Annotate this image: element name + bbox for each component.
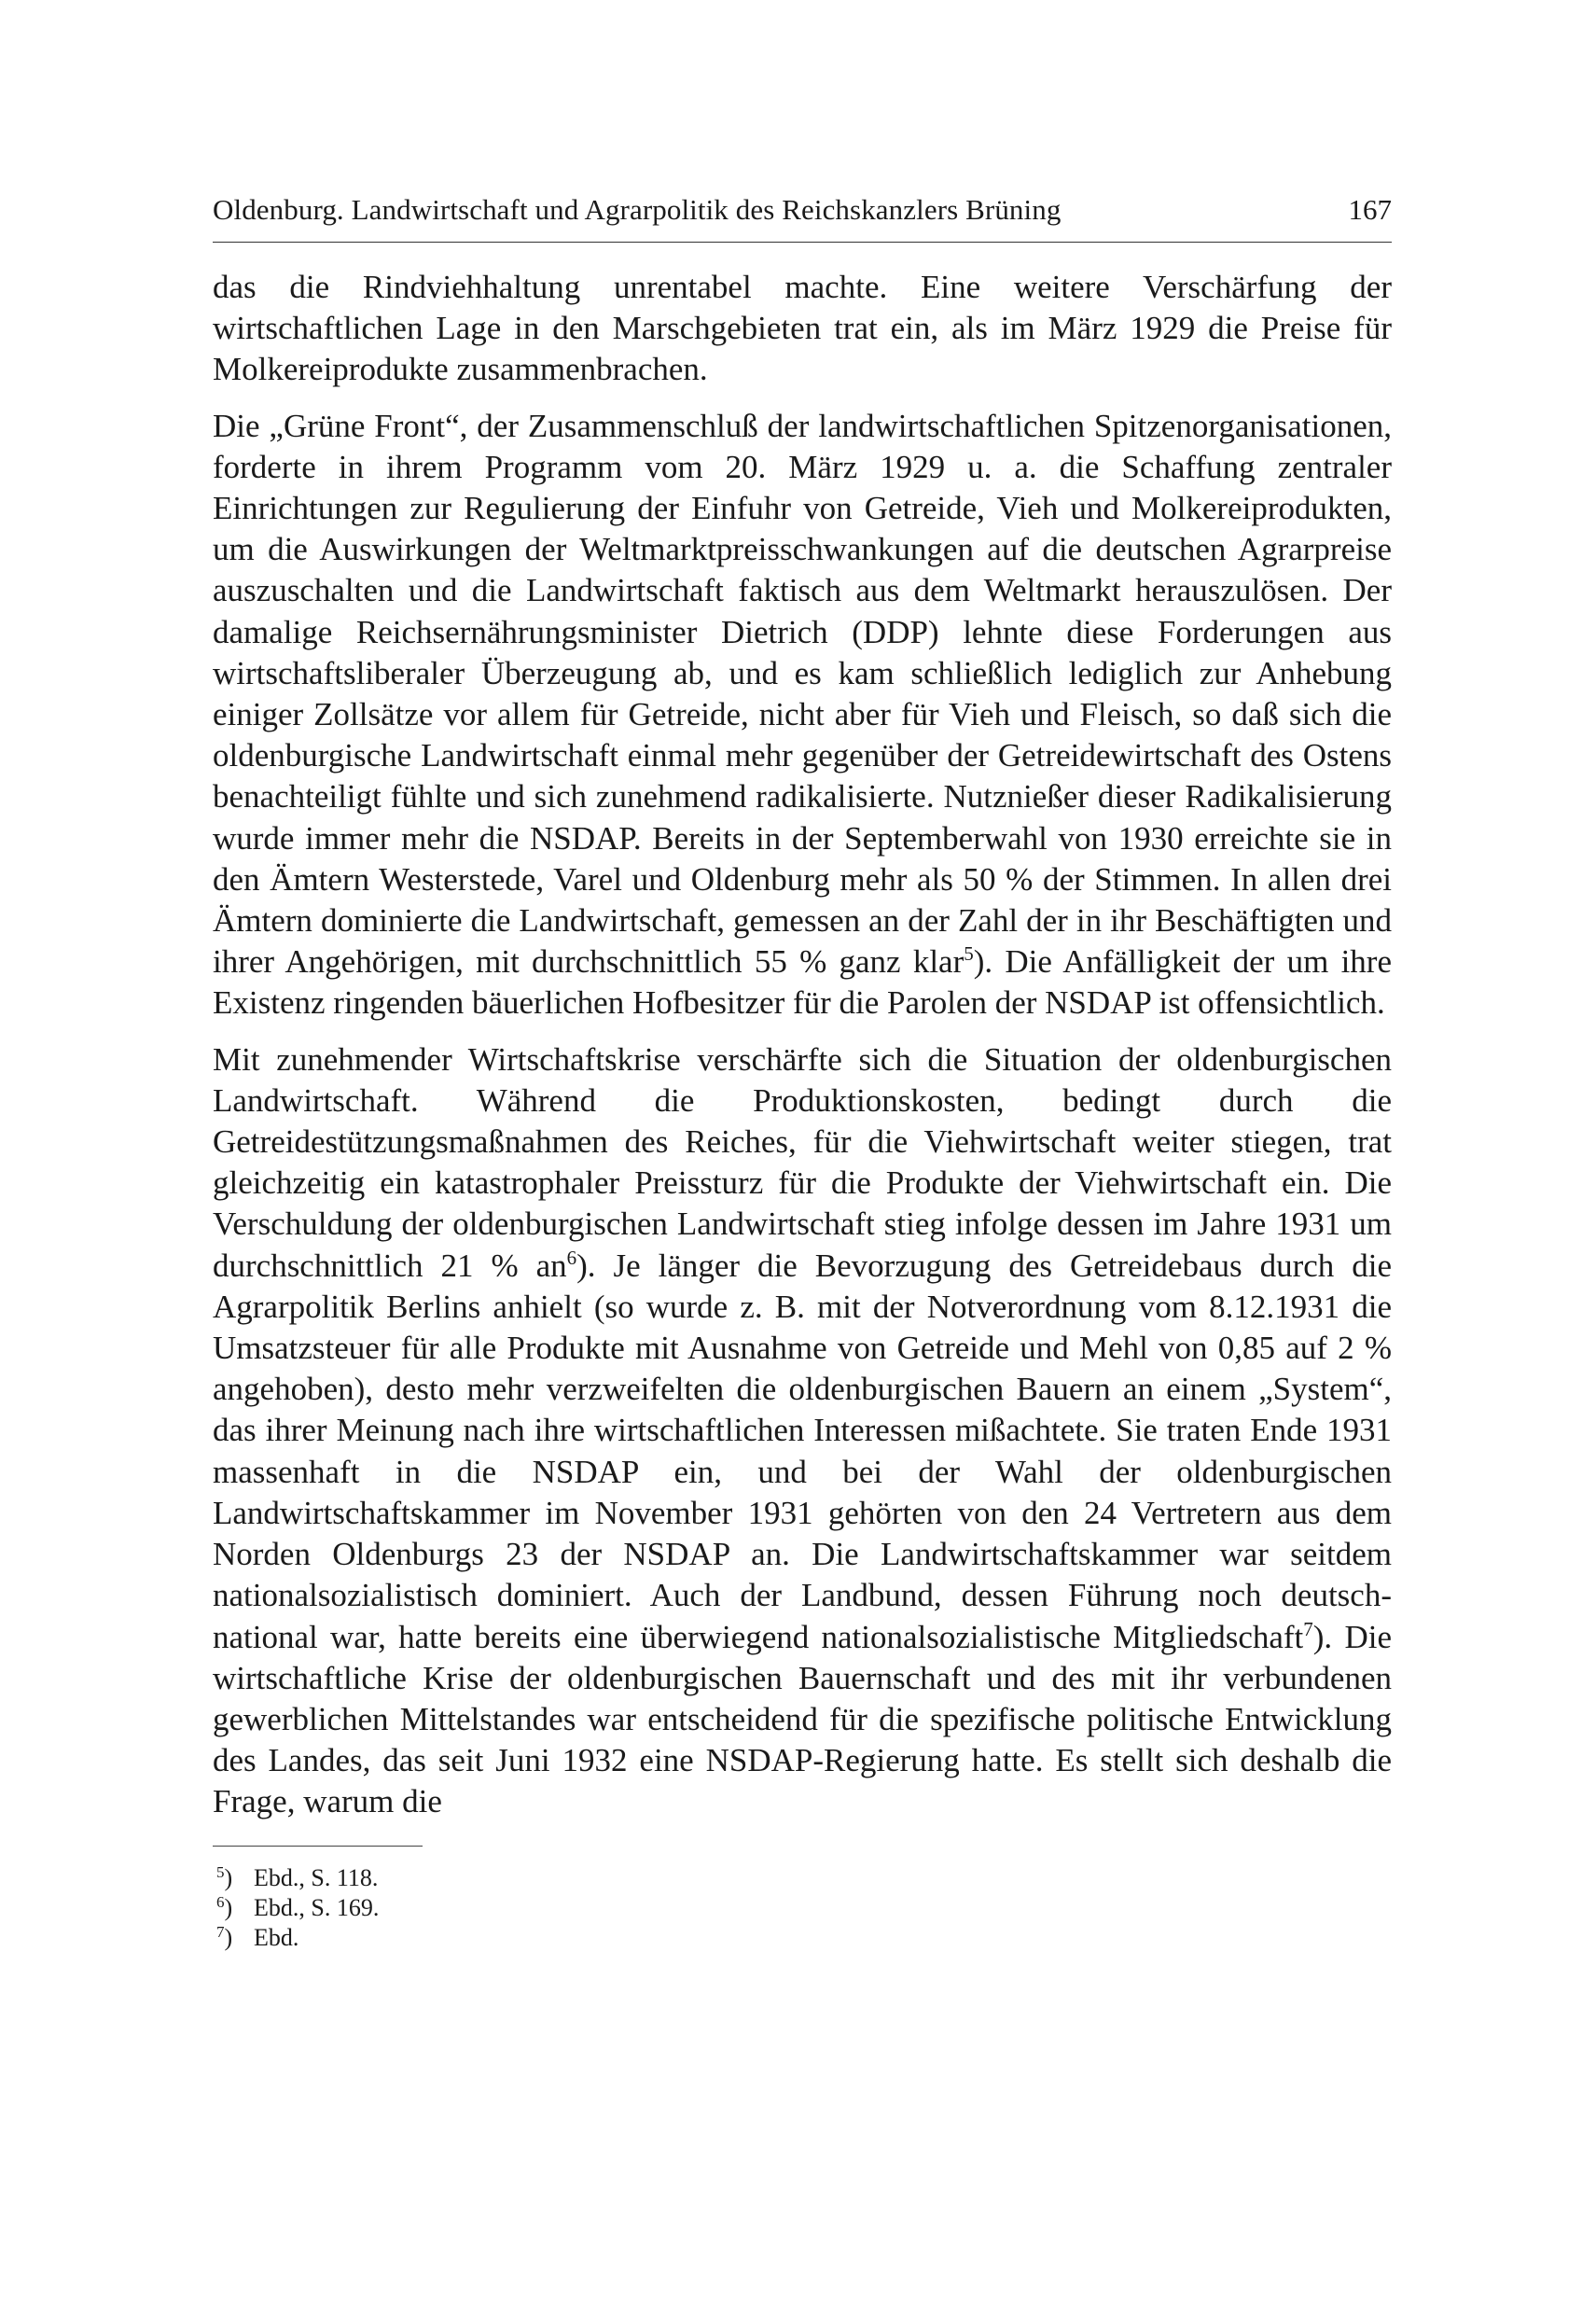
running-head-title: Oldenburg. Landwirtschaft und Agrarpolitik des Reichskanzlers Brüning: [213, 193, 1062, 226]
text-run: ). Die Anfälligkeit der um ihre Existenz ringenden bäuerlichen Hofbesitzer für die Parolen der NSDAP ist offensichtlich.: [213, 943, 1392, 1022]
text-run: ). Die wirtschaftliche Krise der oldenburgischen Bauernschaft und des mit ihr verbundenen gewerblichen Mittelstandes war entscheidend für die spezifische politische Entwicklung des Landes, das seit Juni 1932 eine NSDAP-Regierung hatte. Es stellt sich deshalb die Frage, warum die: [213, 1618, 1392, 1820]
paragraph-1: [213, 267, 1392, 391]
footnotes: [213, 1863, 1392, 1953]
text-run: ). Je länger die Bevorzugung des Getreidebaus durch die Agrarpolitik Berlins anhielt (so wurde z. B. mit der Notverordnung vom 8.12.1931 die Umsatzsteuer für alle Produkte mit Ausnahme von Getreide und Mehl von 0,85 auf 2 % angehoben), desto mehr verzweifelten die oldenburgischen Bauern an einem „System“, das ihrer Meinung nach ihre wirtschaftlichen Interessen mißachtete. Sie traten Ende 1931 massenhaft in die NSDAP ein, und bei der Wahl der oldenburgischen Landwirtschaftskammer im November 1931 gehörten von den 24 Vertretern aus dem Norden Oldenburgs 23 der NSDAP an. Die Landwirtschaftskammer war seitdem nationalsozialistisch dominiert. Auch der Landbund, dessen Führung noch deutsch-national war, hatte bereits eine überwiegend nationalsozialistische Mitgliedschaft: [213, 1247, 1392, 1655]
footnote-mark: 5: [216, 1862, 225, 1881]
text-run: das die Rindviehhaltung unrentabel machte. Eine weitere Verschärfung der wirtschaftlichen Lage in den Marschgebieten trat ein, als im März 1929 die Preise für Molkereiprodukte zusammenbrachen.: [213, 269, 1392, 388]
footnote-mark: 7: [216, 1922, 225, 1941]
footnote-5: $^5$) Ebd., S. 118.: [216, 1862, 379, 1891]
footnote-ref-6: 6: [566, 1246, 577, 1269]
body-text: [213, 267, 1392, 1823]
footnote-divider: [213, 1846, 423, 1847]
running-head: [213, 191, 1392, 243]
footnote-6: $^6$) Ebd., S. 169.: [216, 1892, 380, 1921]
page-number: 167: [1348, 193, 1392, 226]
paragraph-3: [213, 1039, 1392, 1823]
footnote-ref-5: 5: [964, 942, 974, 966]
book-page: [213, 191, 1392, 1953]
footnote-text: Ebd., S. 169.: [254, 1893, 380, 1921]
text-run: Die „Grüne Front“, der Zusammenschluß der landwirtschaftlichen Spitzenorganisationen, forderte in ihrem Programm vom 20. März 1929 u. a. die Schaffung zentraler Einrichtungen zur Regulierung der Einfuhr von Getreide, Vieh und Molkereiprodukten, um die Auswirkungen der Weltmarktpreisschwankungen auf die deutschen Agrarpreise auszuschalten und die Landwirtschaft faktisch aus dem Weltmarkt herauszulösen. Der damalige Reichsernährungsminister Dietrich (DDP) lehnte diese Forderungen aus wirtschaftsliberaler Überzeugung ab, und es kam schließlich lediglich zur Anhebung einiger Zollsätze vor allem für Getreide, nicht aber für Vieh und Fleisch, so daß sich die oldenburgische Landwirtschaft einmal mehr gegenüber der Getreidewirtschaft des Ostens benachteiligt fühlte und sich zunehmend radikalisierte. Nutznießer dieser Radikalisierung wurde immer mehr die NSDAP. Bereits in der Septemberwahl von 1930 erreichte sie in den Ämtern Westerstede, Varel und Oldenburg mehr als 50 % der Stimmen. In allen drei Ämtern dominierte die Landwirtschaft, gemessen an der Zahl der in ihr Beschäftigten und ihrer Angehörigen, mit durchschnittlich 55 % ganz klar: [213, 407, 1392, 981]
paragraph-2: [213, 406, 1392, 1025]
footnote-mark: 6: [216, 1892, 225, 1911]
footnote-ref-7: 7: [1303, 1617, 1313, 1640]
text-run: Mit zunehmender Wirtschaftskrise verschärfte sich die Situation der oldenburgischen Landwirtschaft. Während die Produktionskosten, bedingt durch die Getreidestützungsmaßnahmen des Reiches, für die Viehwirtschaft weiter stiegen, trat gleichzeitig ein katastrophaler Preissturz für die Produkte der Viehwirtschaft ein. Die Verschuldung der oldenburgischen Landwirtschaft stieg infolge dessen im Jahre 1931 um durchschnittlich 21 % an: [213, 1040, 1392, 1284]
footnote-text: Ebd.: [254, 1923, 299, 1951]
footnote-text: Ebd., S. 118.: [254, 1863, 379, 1891]
footnote-7: $^7$) Ebd.: [216, 1922, 299, 1951]
